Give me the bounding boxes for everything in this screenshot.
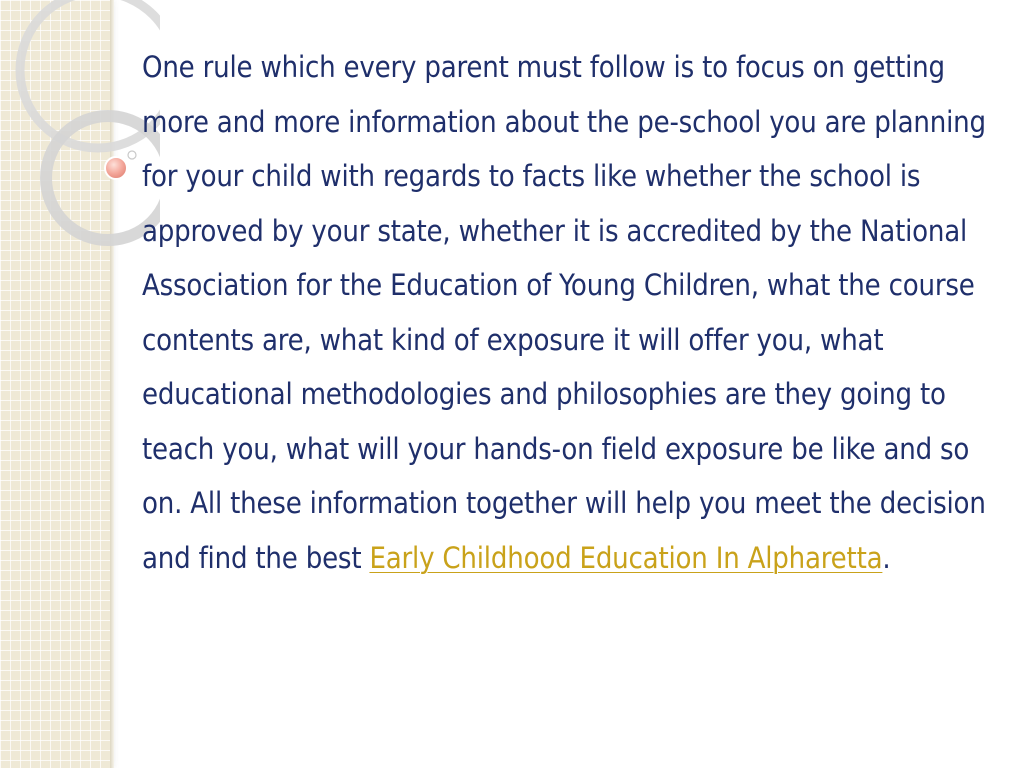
side-decorative-panel	[0, 0, 111, 768]
paragraph-end-punctuation: .	[882, 540, 891, 575]
paragraph-text: One rule which every parent must follow is to focus on getting more and more information about the pe-school you are planning for your child with regards to facts like whether the school is approved by your state, whether it is accredited by the National Association for the Education of Young Children, what the course contents are, what kind of exposure it will offer you, what educational methodologies and philosophies are they going to teach you, what will your hands-on field exposure be like and so on. All these information together will help you meet the decision and find the best	[142, 50, 986, 575]
body-paragraph	[142, 40, 992, 585]
side-panel-shadow-edge	[110, 0, 114, 768]
early-childhood-education-link[interactable]: Early Childhood Education In Alpharetta	[369, 540, 883, 575]
small-ring-icon	[128, 151, 136, 159]
